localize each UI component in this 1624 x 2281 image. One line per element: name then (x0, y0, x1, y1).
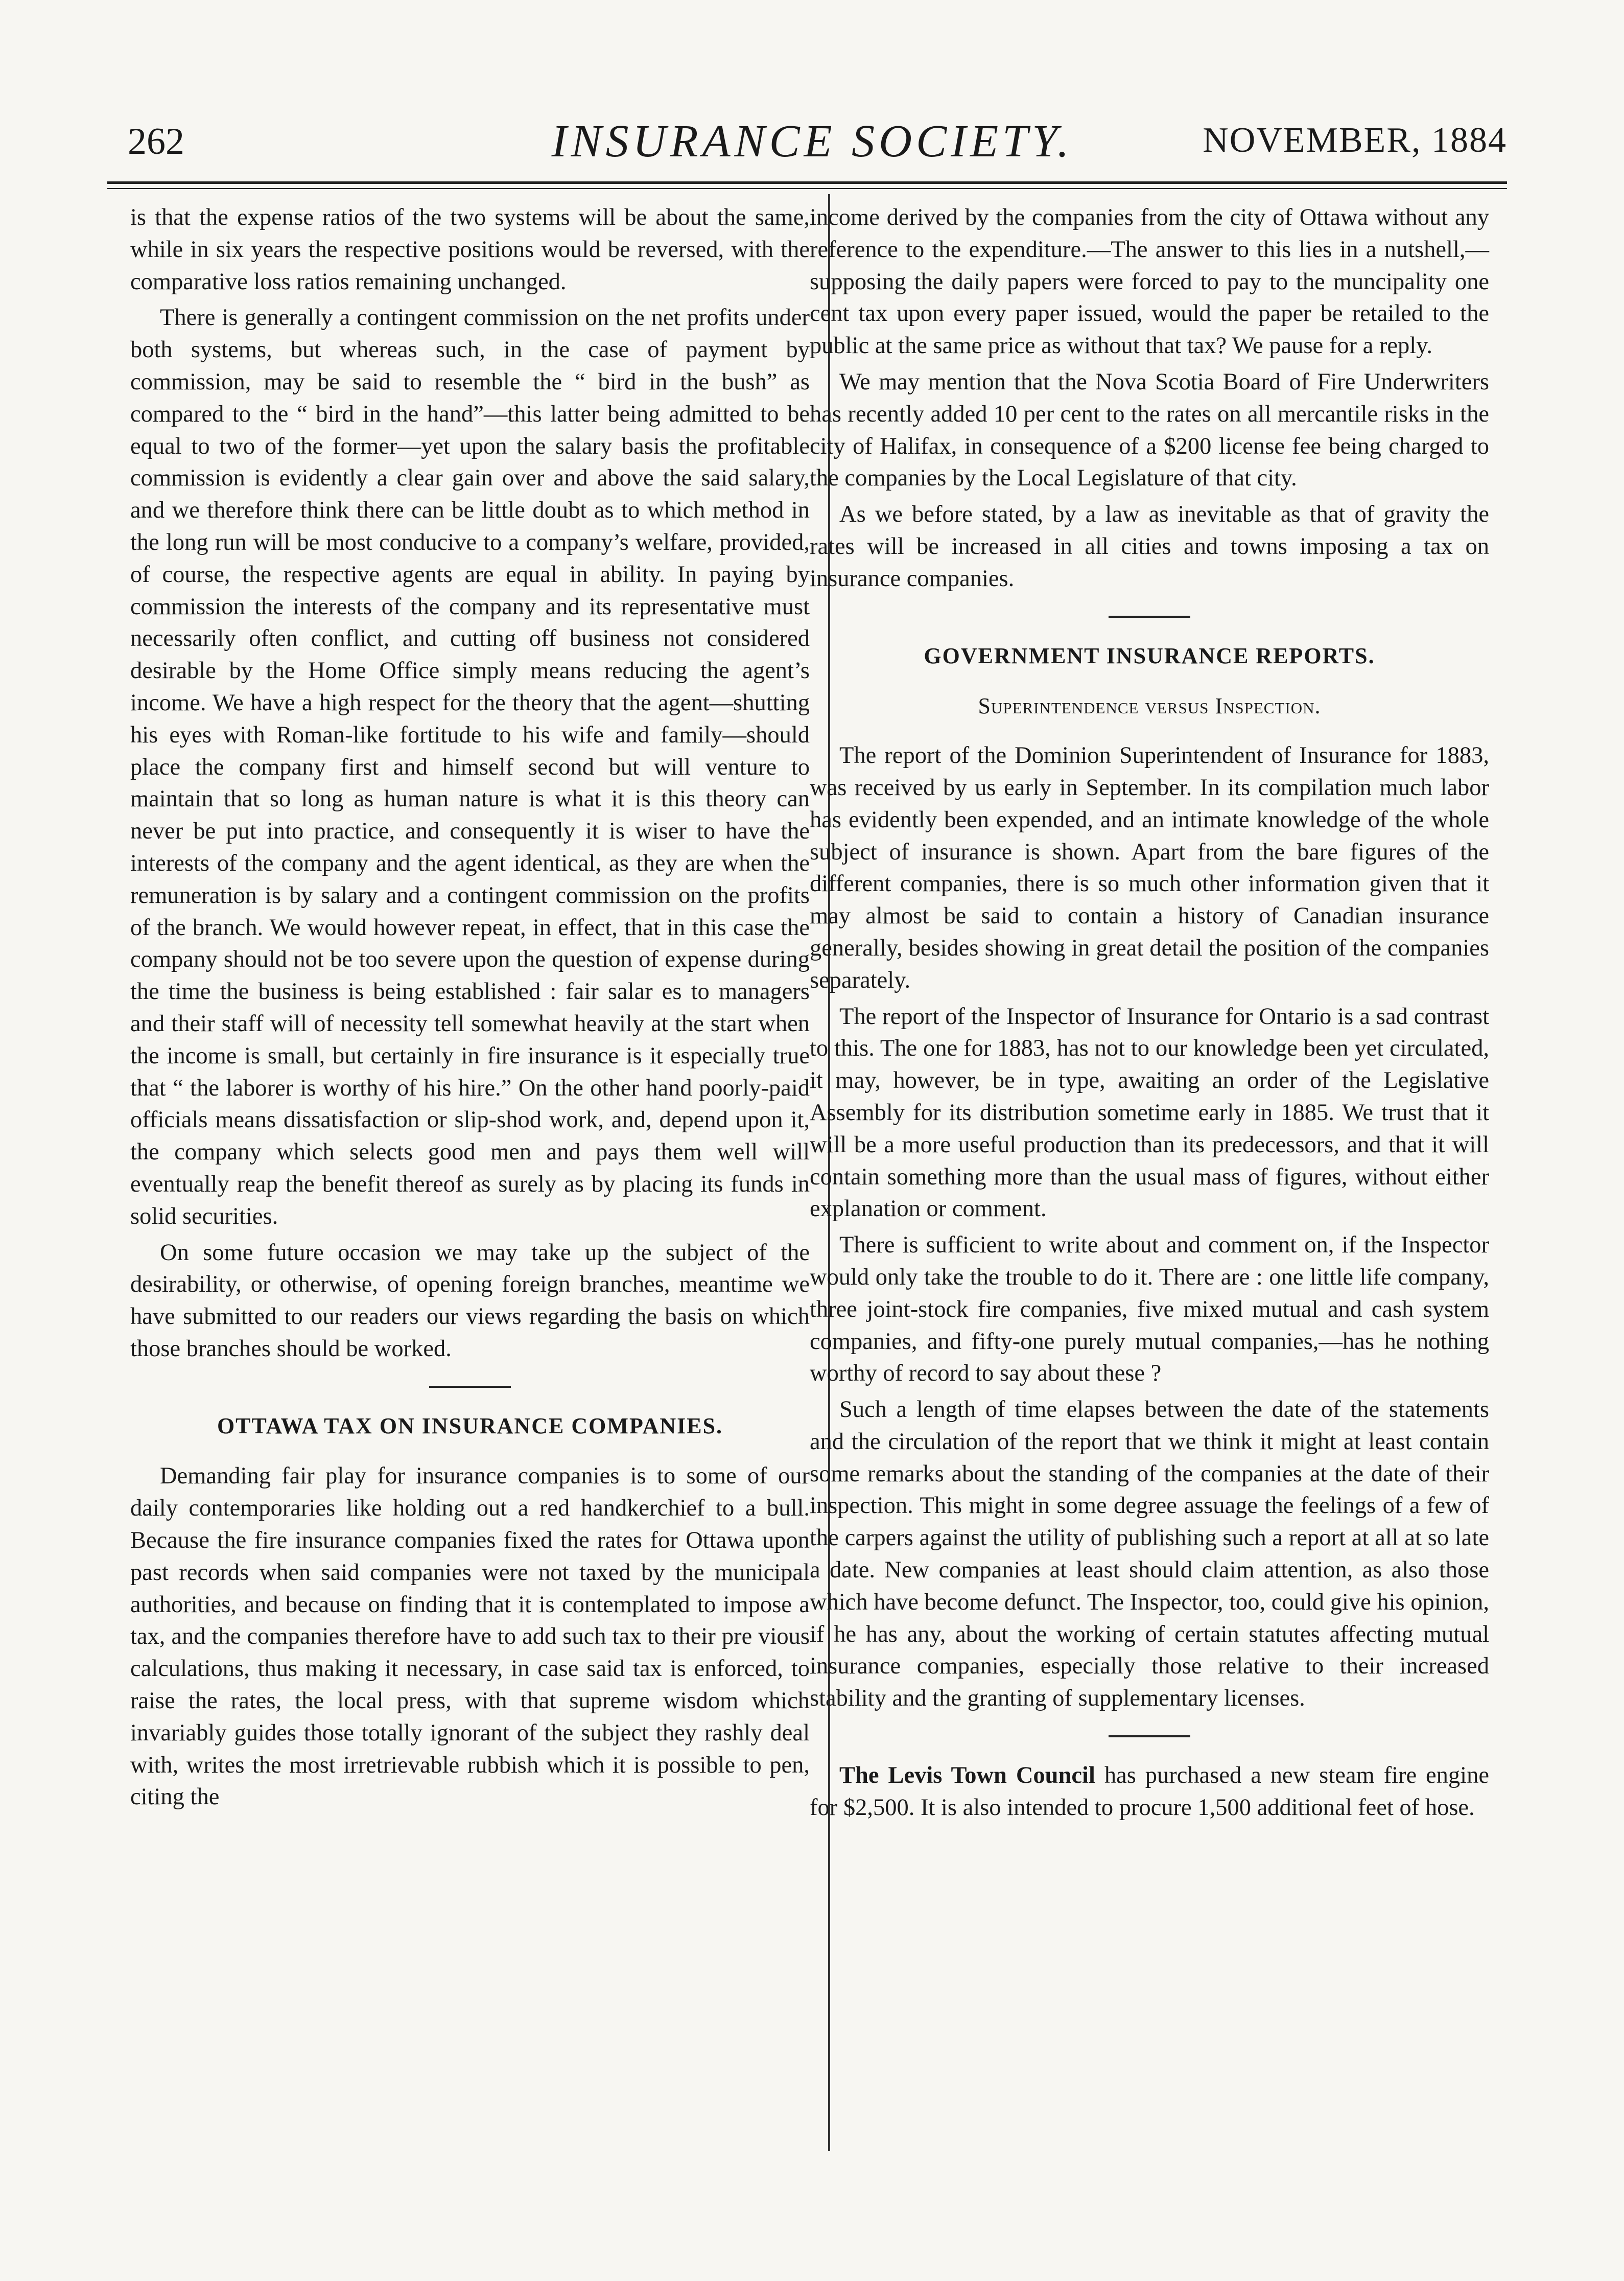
section-heading-government-reports: GOVERNMENT INSURANCE REPORTS. (924, 643, 1375, 668)
paragraph: We may mention that the Nova Scotia Board of Fire Underwriters has recently added 10 per cent to the rates on all mercantile risks in the city of Halifax, in consequence of a $200 license fee being charged to the companies by the Local Legislature of that city. (810, 368, 1489, 492)
paragraph: The report of the Inspector of Insurance for Ontario is a sad contrast to this. The one for 1883, has not to our knowledge been yet circulated, it may, however, be in type, awaiting an order of the Legislative Assembly for its distribution sometime early in 1885. We trust that it will be a more useful production than its predecessors, and that it will contain something more than the usual mass of figures, without either explanation or comment. (810, 1003, 1489, 1222)
section-heading-ottawa-tax: OTTAWA TAX ON INSURANCE COMPANIES. (217, 1413, 723, 1438)
paragraph: As we before stated, by a law as inevitable as that of gravity the rates will be increased in all cities and towns imposing a tax on insurance companies. (810, 501, 1489, 592)
news-item-text: has purchased a new steam fire engine for $2,500. It is also intended to procure 1,500 additional feet of hose. (810, 1762, 1489, 1821)
section-subheading: Superintendence versus Inspection. (978, 693, 1321, 719)
section-divider (429, 1386, 511, 1388)
header-rule-thin (107, 188, 1507, 189)
paragraph: There is generally a contingent commission on the net profits under both systems, but whereas such, in the case of payment by commission, may be said to resemble the “ bird in the bush” as compared to the “ bird in the hand”—this latter being admitted to be equal to two of the former—yet upon the salary basis the profitable commission is evidently a clear gain over and above the said salary, and we therefore think there can be little doubt as to which method in the long run will be most conducive to a company’s welfare, provided, of course, the respective agents are equal in ability. In paying by commission the interests of the company and its representative must necessarily often conflict, and cutting off business not considered desirable by the Home Office simply means reducing the agent’s income. We have a high respect for the theory that the agent—shutting his eyes with Roman-like fortitude to his wife and family—should place the company first and himself second but will venture to maintain that so long as human nature is what it is this theory can never be put into practice, and consequently it is wiser to have the interests of the company and the agent identical, as they are when the remuneration is by salary and a contingent commission on the profits of the branch. We would however repeat, in effect, that in this case the company should not be too severe upon the question of expense during the time the business is being established : fair salar es to managers and their staff will of necessity tell somewhat heavily at the start when the income is small, but certainly in fire insurance is it especially true that “ the laborer is worthy of his hire.” On the other hand poorly-paid officials means dissatisfaction or slip-shod work, and, depend upon it, the company which selects good men and pays them well will eventually reap the benefit thereof as surely as by placing its funds in solid securities. (130, 305, 810, 1229)
paragraph: Demanding fair play for insurance companies is to some of our daily contemporaries like holding out a red handkerchief to a bull. Because the fire insurance companies fixed the rates for Ottawa upon past records when said companies were not taxed by the municipal authorities, and because on finding that it is contemplated to impose a tax, and the companies therefore have to add such tax to their pre vious calculations, thus making it necessary, in case said tax is enforced, to raise the rates, the local press, with that supreme wisdom which invariably guides those totally ignorant of the subject they rashly deal with, writes the most irretrievable rubbish which it is possible to pen, citing the (130, 1463, 810, 1810)
page-header (117, 110, 1507, 176)
section-divider (1109, 616, 1190, 618)
paragraph: is that the expense ratios of the two systems will be about the same, while in six years the respective positions would be reversed, with the comparative loss ratios remaining unchanged. (130, 204, 810, 295)
news-item-lead: The Levis Town Council (839, 1762, 1095, 1789)
paragraph: Such a length of time elapses between the date of the statements and the circulation of the report that we think it might at least contain some remarks about the standing of the companies at the date of their inspection. This might in some degree assuage the feelings of a few of the carpers against the utility of publishing such a report at all at so late a date. New companies at least should claim attention, as also those which have become defunct. The Inspector, too, could give his opinion, if he has any, about the working of certain statutes affecting mutual insurance companies, especially those relative to their increased stability and the granting of supplementary licenses. (810, 1396, 1489, 1712)
issue-date: NOVEMBER, 1884 (1203, 121, 1507, 160)
header-rule (107, 181, 1507, 184)
paragraph: On some future occasion we may take up the subject of the desirability, or otherwise, of opening foreign branches, meantime we have submitted to our readers our views regarding the basis on which those branches should be worked. (130, 1239, 810, 1362)
section-divider (1109, 1735, 1190, 1737)
page-number: 262 (128, 121, 184, 162)
paragraph: income derived by the companies from the city of Ottawa without any reference to the expenditure.—The answer to this lies in a nutshell,—supposing the daily papers were forced to pay to the muncipality one cent tax upon every paper issued, would the paper be retailed to the public at the same price as without that tax? We pause for a reply. (810, 204, 1489, 359)
left-column (130, 202, 810, 1813)
running-title: INSURANCE SOCIETY. (551, 116, 1073, 167)
paragraph: The report of the Dominion Superintendent of Insurance for 1883, was received by us early in September. In its compilation much labor has evidently been expended, and an intimate knowledge of the whole subject of insurance is shown. Apart from the bare figures of the different companies, there is so much other information given that it may almost be said to contain a history of Canadian insurance generally, besides showing in great detail the position of the companies separately. (810, 742, 1489, 993)
paragraph: There is sufficient to write about and comment on, if the Inspector would only take the trouble to do it. There are : one little life company, three joint-stock fire companies, five mixed mutual and cash system companies, and fifty-one purely mutual companies,—has he nothing worthy of record to say about these ? (810, 1232, 1489, 1387)
news-item-levis (810, 1760, 1489, 1824)
